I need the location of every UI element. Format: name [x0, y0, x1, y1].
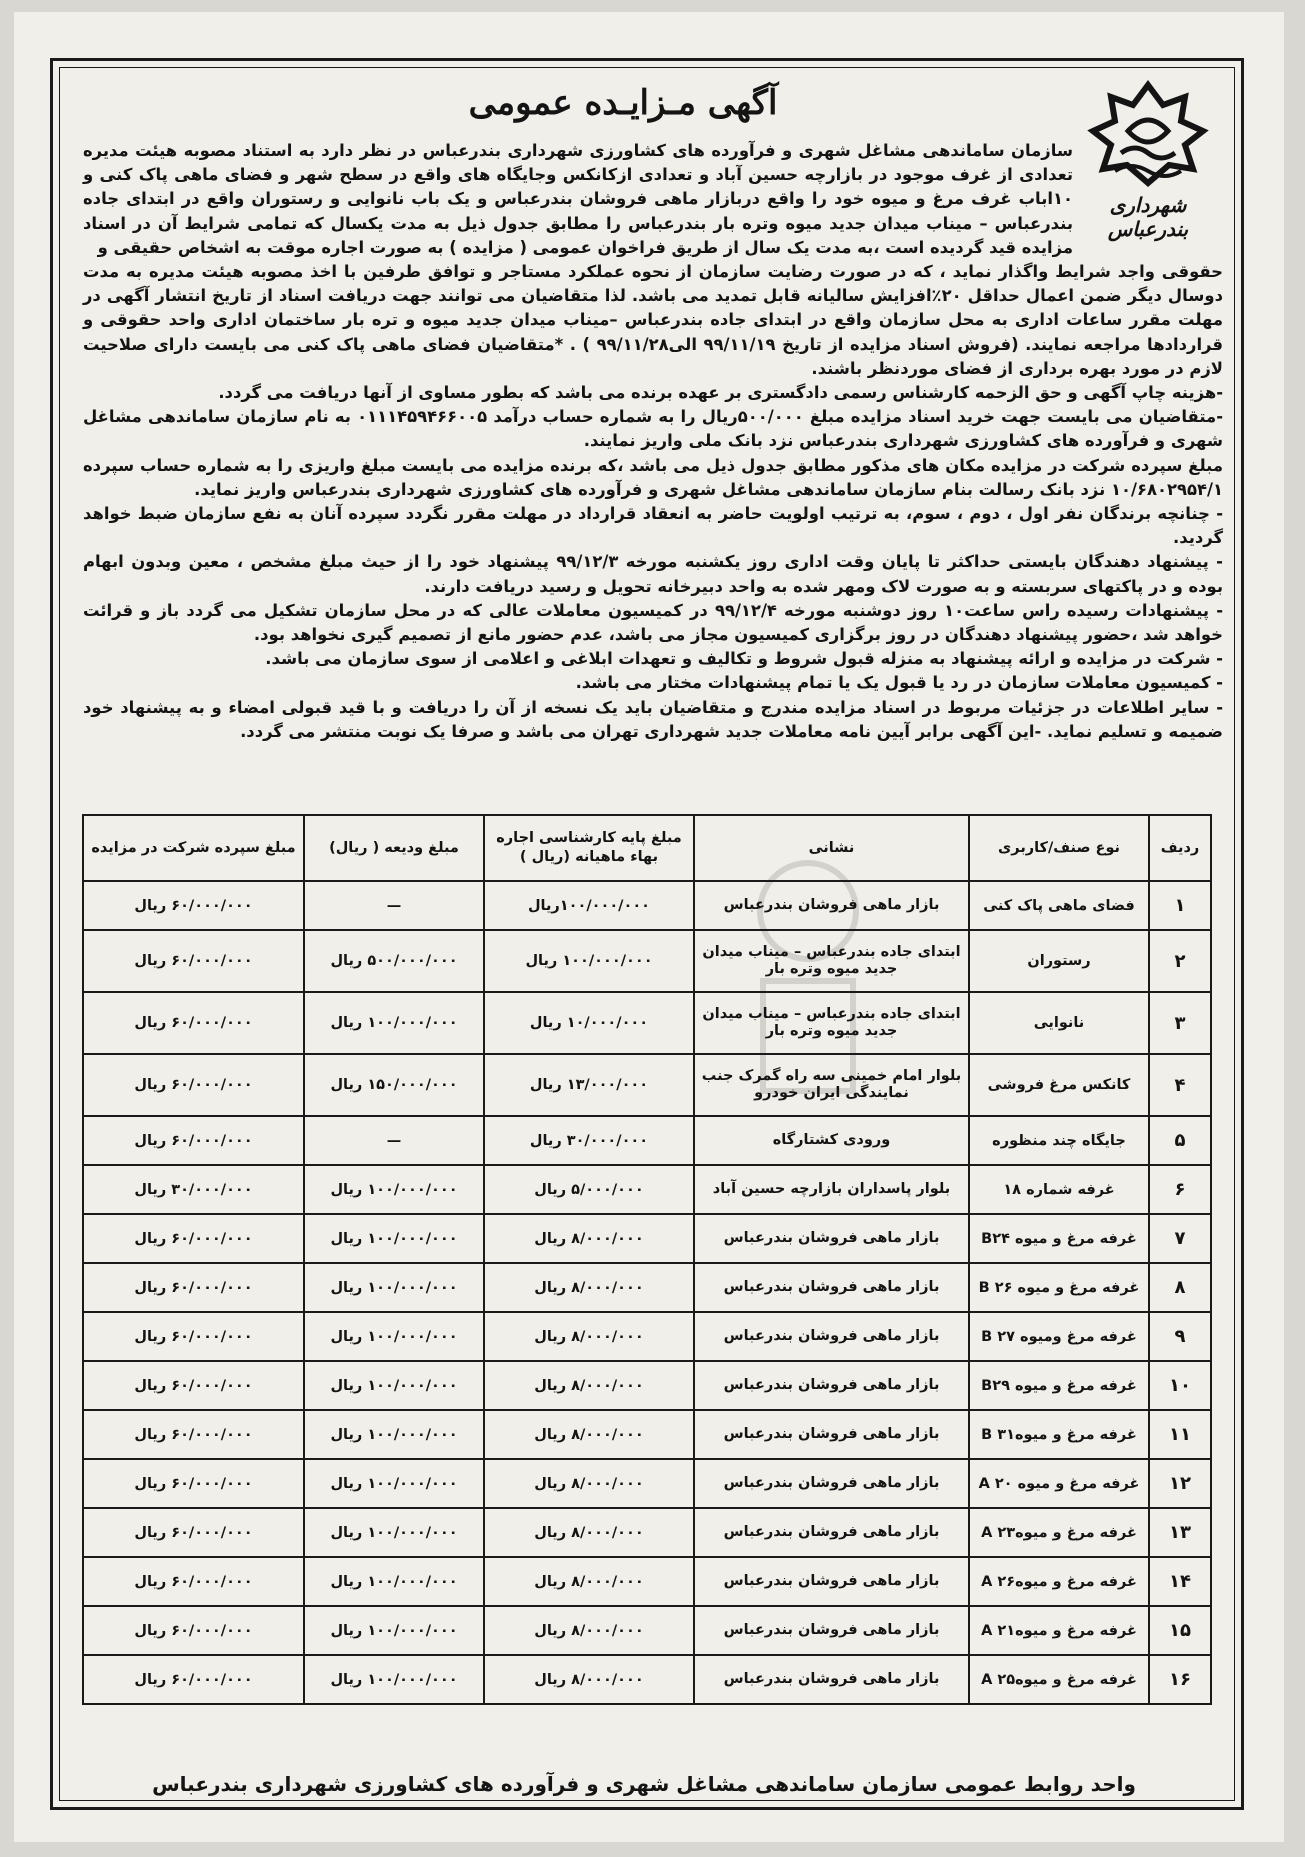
cell-type: غرفه مرغ و میوهA ۲۳: [969, 1508, 1149, 1557]
cell-type: غرفه مرغ و میوه A ۲۰: [969, 1459, 1149, 1508]
paragraph-deposit: مبلغ سپرده شرکت در مزایده مکان های مذکور مطابق جدول ذیل می باشد ،که برنده مزایده می بایست مبلغ واریزی را به شماره حساب سپرده ۱۰/۶۸۰۲۹۵۴/۱ نزد بانک رسالت بنام سازمان ساماندهی مشاغل شهری و فرآورده های کشاورزی شهرداری بندرعباس واریز نماید.: [83, 455, 1223, 499]
cell-type: غرفه مرغ و میوه B ۲۶: [969, 1263, 1149, 1312]
cell-address: بازار ماهی فروشان بندرعباس: [694, 1655, 969, 1704]
cell-type: غرفه مرغ و میوهA ۲۵: [969, 1655, 1149, 1704]
cell-row-number: ۳: [1149, 992, 1211, 1054]
paragraph-opening: - پیشنهادات رسیده راس ساعت۱۰ روز دوشنبه مورخه ۹۹/۱۲/۴ در کمیسیون معاملات عالی که در محل سازمان تشکیل می گردد باز و قرائت خواهد شد ،حضور پیشنهاد دهندگان در روز برگزاری کمیسیون مجاز می باشد، عدم حضور مانع از تصمیم گیری نخواهد بود.: [83, 600, 1224, 645]
cell-row-number: ۹: [1149, 1312, 1211, 1361]
table-row: [83, 1214, 1211, 1263]
cell-address: بلوار امام خمینی سه راه گمرک جنب نمایندگی ایران خودرو: [694, 1054, 969, 1116]
cell-bid-deposit: ۶۰/۰۰۰/۰۰۰ ریال: [83, 881, 304, 930]
cell-bid-deposit: ۶۰/۰۰۰/۰۰۰ ریال: [83, 1508, 304, 1557]
cell-address: ابتدای جاده بندرعباس – میناب میدان جدید میوه وتره بار: [694, 992, 969, 1054]
cell-bid-deposit: ۶۰/۰۰۰/۰۰۰ ریال: [83, 1054, 304, 1116]
cell-bid-deposit: ۶۰/۰۰۰/۰۰۰ ریال: [83, 930, 304, 992]
cell-type: جایگاه چند منظوره: [969, 1116, 1149, 1165]
cell-type: غرفه مرغ ومیوه B ۲۷: [969, 1312, 1149, 1361]
cell-base-price: ۸/۰۰۰/۰۰۰ ریال: [484, 1214, 694, 1263]
table-header-row: [83, 815, 1211, 881]
table-row: [83, 1263, 1211, 1312]
footer-signature: واحد روابط عمومی سازمان ساماندهی مشاغل شهری و فرآورده های کشاورزی شهرداری بندرعباس: [152, 1772, 1136, 1796]
cell-bid-deposit: ۶۰/۰۰۰/۰۰۰ ریال: [83, 1557, 304, 1606]
cell-type: نانوایی: [969, 992, 1149, 1054]
cell-bid-deposit: ۶۰/۰۰۰/۰۰۰ ریال: [83, 1312, 304, 1361]
cell-row-number: ۱۳: [1149, 1508, 1211, 1557]
table-body: [83, 881, 1211, 1704]
cell-address: بازار ماهی فروشان بندرعباس: [694, 1214, 969, 1263]
cell-address: بازار ماهی فروشان بندرعباس: [694, 1312, 969, 1361]
table-row: [83, 1459, 1211, 1508]
cell-type: غرفه مرغ و میوهA ۲۱: [969, 1606, 1149, 1655]
cell-address: بازار ماهی فروشان بندرعباس: [694, 1557, 969, 1606]
cell-base-price: ۸/۰۰۰/۰۰۰ ریال: [484, 1361, 694, 1410]
cell-address: بلوار پاسداران بازارچه حسین آباد: [694, 1165, 969, 1214]
header-base-price: مبلغ پایه کارشناسی اجاره بهاء ماهیانه (ریال ): [484, 815, 694, 881]
cell-deposit: ۱۰۰/۰۰۰/۰۰۰ ریال: [304, 992, 484, 1054]
cell-address: بازار ماهی فروشان بندرعباس: [694, 1361, 969, 1410]
cell-row-number: ۱۶: [1149, 1655, 1211, 1704]
header-deposit: مبلغ ودیعه ( ریال): [304, 815, 484, 881]
cell-row-number: ۱۱: [1149, 1410, 1211, 1459]
cell-address: بازار ماهی فروشان بندرعباس: [694, 881, 969, 930]
cell-deposit: ۱۰۰/۰۰۰/۰۰۰ ریال: [304, 1557, 484, 1606]
cell-bid-deposit: ۶۰/۰۰۰/۰۰۰ ریال: [83, 1410, 304, 1459]
cell-row-number: ۱۲: [1149, 1459, 1211, 1508]
paragraph-winners: - چنانچه برندگان نفر اول ، دوم ، سوم، به ترتیب اولویت حاضر به انعقاد قرارداد در مهلت مقرر نگردد سپرده آنان به نفع سازمان ضبط خواهد گردید.: [83, 504, 1223, 548]
header-address: نشانی: [694, 815, 969, 881]
cell-type: غرفه شماره ۱۸: [969, 1165, 1149, 1214]
cell-address: بازار ماهی فروشان بندرعباس: [694, 1606, 969, 1655]
cell-address: بازار ماهی فروشان بندرعباس: [694, 1508, 969, 1557]
cell-deposit: ۱۰۰/۰۰۰/۰۰۰ ریال: [304, 1263, 484, 1312]
table-row: [83, 1312, 1211, 1361]
table-row: [83, 930, 1211, 992]
paragraph-costs: -هزینه چاپ آگهی و حق الزحمه کارشناس رسمی دادگستری بر عهده برنده می باشد که بطور مساوی از آنها دریافت می گردد.: [218, 383, 1223, 403]
cell-base-price: ۸/۰۰۰/۰۰۰ ریال: [484, 1655, 694, 1704]
cell-base-price: ۸/۰۰۰/۰۰۰ ریال: [484, 1508, 694, 1557]
cell-type: غرفه مرغ و میوه B۲۹: [969, 1361, 1149, 1410]
paragraph-acceptance: - شرکت در مزایده و ارائه پیشنهاد به منزله قبول شروط و تکالیف و تعهدات ابلاغی و اعلامی از سوی سازمان می باشد.: [265, 649, 1223, 669]
cell-base-price: ۸/۰۰۰/۰۰۰ ریال: [484, 1410, 694, 1459]
cell-deposit: ۱۰۰/۰۰۰/۰۰۰ ریال: [304, 1214, 484, 1263]
cell-bid-deposit: ۶۰/۰۰۰/۰۰۰ ریال: [83, 1263, 304, 1312]
cell-deposit: ۱۰۰/۰۰۰/۰۰۰ ریال: [304, 1312, 484, 1361]
cell-base-price: ۵/۰۰۰/۰۰۰ ریال: [484, 1165, 694, 1214]
cell-base-price: ۳۰/۰۰۰/۰۰۰ ریال: [484, 1116, 694, 1165]
cell-row-number: ۱۰: [1149, 1361, 1211, 1410]
cell-deposit: ۵۰۰/۰۰۰/۰۰۰ ریال: [304, 930, 484, 992]
cell-base-price: ۱۰۰/۰۰۰/۰۰۰ریال: [484, 881, 694, 930]
cell-row-number: ۱: [1149, 881, 1211, 930]
cell-base-price: ۸/۰۰۰/۰۰۰ ریال: [484, 1459, 694, 1508]
table-row: [83, 1606, 1211, 1655]
cell-address: بازار ماهی فروشان بندرعباس: [694, 1410, 969, 1459]
cell-row-number: ۵: [1149, 1116, 1211, 1165]
cell-bid-deposit: ۶۰/۰۰۰/۰۰۰ ریال: [83, 992, 304, 1054]
cell-base-price: ۸/۰۰۰/۰۰۰ ریال: [484, 1263, 694, 1312]
cell-row-number: ۲: [1149, 930, 1211, 992]
cell-row-number: ۴: [1149, 1054, 1211, 1116]
cell-bid-deposit: ۶۰/۰۰۰/۰۰۰ ریال: [83, 1214, 304, 1263]
cell-deposit: —: [304, 881, 484, 930]
header-row-number: ردیف: [1149, 815, 1211, 881]
table-row: [83, 1410, 1211, 1459]
table-row: [83, 1116, 1211, 1165]
auction-items-table-wrapper: [82, 814, 1212, 1705]
table-row: [83, 1361, 1211, 1410]
newspaper-page: [14, 12, 1284, 1842]
cell-deposit: ۱۰۰/۰۰۰/۰۰۰ ریال: [304, 1508, 484, 1557]
header-type: نوع صنف/کاربری: [969, 815, 1149, 881]
table-row: [83, 1508, 1211, 1557]
cell-bid-deposit: ۶۰/۰۰۰/۰۰۰ ریال: [83, 1606, 304, 1655]
cell-base-price: ۱۰/۰۰۰/۰۰۰ ریال: [484, 992, 694, 1054]
cell-base-price: ۸/۰۰۰/۰۰۰ ریال: [484, 1312, 694, 1361]
cell-address: بازار ماهی فروشان بندرعباس: [694, 1459, 969, 1508]
paragraph-document-fee: -متقاضیان می بایست جهت خرید اسناد مزایده مبلغ ۵۰۰/۰۰۰ریال را به شماره حساب درآمد ۰۱۱۱۴۵۹۴۶۶۰۰۵ به نام سازمان ساماندهی مشاغل شهری و فرآورده های کشاورزی شهرداری بندرعباس نزد بانک ملی واریز نمایند.: [83, 407, 1223, 451]
cell-deposit: ۱۰۰/۰۰۰/۰۰۰ ریال: [304, 1459, 484, 1508]
cell-bid-deposit: ۶۰/۰۰۰/۰۰۰ ریال: [83, 1459, 304, 1508]
cell-bid-deposit: ۶۰/۰۰۰/۰۰۰ ریال: [83, 1116, 304, 1165]
auction-items-table: [82, 814, 1212, 1705]
table-row: [83, 881, 1211, 930]
cell-type: غرفه مرغ و میوهB ۳۱: [969, 1410, 1149, 1459]
paragraph-commission: - کمیسیون معاملات سازمان در رد یا قبول یک یا تمام پیشنهادات مختار می باشد.: [575, 673, 1223, 693]
cell-bid-deposit: ۳۰/۰۰۰/۰۰۰ ریال: [83, 1165, 304, 1214]
cell-deposit: ۱۰۰/۰۰۰/۰۰۰ ریال: [304, 1410, 484, 1459]
cell-row-number: ۷: [1149, 1214, 1211, 1263]
cell-base-price: ۸/۰۰۰/۰۰۰ ریال: [484, 1557, 694, 1606]
cell-address: ابتدای جاده بندرعباس – میناب میدان جدید میوه وتره بار: [694, 930, 969, 992]
cell-type: رستوران: [969, 930, 1149, 992]
cell-deposit: ۱۰۰/۰۰۰/۰۰۰ ریال: [304, 1606, 484, 1655]
cell-deposit: ۱۵۰/۰۰۰/۰۰۰ ریال: [304, 1054, 484, 1116]
table-row: [83, 1165, 1211, 1214]
cell-address: ورودی کشتارگاه: [694, 1116, 969, 1165]
cell-deposit: ۱۰۰/۰۰۰/۰۰۰ ریال: [304, 1361, 484, 1410]
cell-row-number: ۱۵: [1149, 1606, 1211, 1655]
cell-row-number: ۸: [1149, 1263, 1211, 1312]
paragraph-submission: - پیشنهاد دهندگان بایستی حداکثر تا پایان وقت اداری روز یکشنبه مورخه ۹۹/۱۲/۳ پیشنهاد خود را از حیث مبلغ مشخص ، معین وبدون ابهام بوده و در پاکتهای سربسته و به صورت لاک ومهر شده به واحد دبیرخانه تحویل و رسید دریافت دارند.: [83, 552, 1223, 596]
cell-bid-deposit: ۶۰/۰۰۰/۰۰۰ ریال: [83, 1655, 304, 1704]
paragraph-conditions: حقوقی واجد شرایط واگذار نماید ، که در صورت رضایت سازمان از نحوه عملکرد مستاجر و توافق طرفین با اخذ مصوبه هیئت مدیره به مدت دوسال دیگر ضمن اعمال حداقل ۲۰٪افزایش سالیانه قابل تمدید می باشد. لذا متقاضیان می توانند جهت دریافت اسناد از تاریخ انتشار آگهی در مهلت مقرر ساعات اداری به محل سازمان واقع در ابتدای جاده بندرعباس –میناب میدان جدید میوه و تره بار ساختمان اداری واحد حقوقی و قراردادها مراجعه نمایند. (فروش اسناد مزایده از تاریخ ۹۹/۱۱/۱۹ الی۹۹/۱۱/۲۸ ) . *متقاضیان فضای ماهی پاک کنی می بایست دارای صلاحیت لازم در مورد بهره برداری از فضای مورد‌نظر باشند.: [83, 262, 1223, 378]
cell-deposit: —: [304, 1116, 484, 1165]
cell-base-price: ۱۰۰/۰۰۰/۰۰۰ ریال: [484, 930, 694, 992]
cell-type: غرفه مرغ و میوهA ۲۶: [969, 1557, 1149, 1606]
cell-type: غرفه مرغ و میوه B۲۴: [969, 1214, 1149, 1263]
cell-row-number: ۱۴: [1149, 1557, 1211, 1606]
table-row: [83, 1557, 1211, 1606]
table-row: [83, 1054, 1211, 1116]
table-row: [83, 1655, 1211, 1704]
cell-base-price: ۱۳/۰۰۰/۰۰۰ ریال: [484, 1054, 694, 1116]
announcement-body: [83, 139, 1223, 744]
table-row: [83, 992, 1211, 1054]
cell-type: کانکس مرغ فروشی: [969, 1054, 1149, 1116]
cell-type: فضای ماهی پاک کنی: [969, 881, 1149, 930]
page-title: آگهی مـزایـده عمومی: [468, 83, 778, 123]
cell-bid-deposit: ۶۰/۰۰۰/۰۰۰ ریال: [83, 1361, 304, 1410]
intro-paragraph: سازمان ساماندهی مشاغل شهری و فرآورده های کشاورزی شهرداری بندرعباس در نظر دارد به استناد مصوبه هیئت مدیره تعدادی از غرف موجود در بازارچه حسین آباد و تعدادی ازکانکس وجایگاه های واقع در سطح شهر و فضای ماهی پاک کنی و ۱۰اباب غرف مرغ و میوه خود را واقع دربازار ماهی فروشان بندرعباس و یک باب نانوایی و رستوران واقع در ابتدای جاده بندرعباس – میناب میدان جدید میوه وتره بار بندرعباس را مطابق جدول ذیل به مدت یکسال که تمامی شرایط آن در اسناد مزایده قید گردیده است ،به مدت یک سال از طریق فراخوان عمومی ( مزایده ) به صورت اجاره موقت به اشخاص حقیقی و: [83, 141, 1073, 257]
cell-base-price: ۸/۰۰۰/۰۰۰ ریال: [484, 1606, 694, 1655]
cell-address: بازار ماهی فروشان بندرعباس: [694, 1263, 969, 1312]
paragraph-other-info: - سایر اطلاعات در جزئیات مربوط در اسناد مزایده مندرج و متقاضیان باید یک نسخه از آن را دریافت و با قید قبولی امضاء و به پیشنهاد خود ضمیمه و تسلیم نماید. -این آگهی برابر آیین نامه معاملات جدید شهرداری تهران می باشد و صرفا یک نوبت منتشر می گردد.: [83, 697, 1223, 741]
cell-deposit: ۱۰۰/۰۰۰/۰۰۰ ریال: [304, 1165, 484, 1214]
cell-deposit: ۱۰۰/۰۰۰/۰۰۰ ریال: [304, 1655, 484, 1704]
cell-row-number: ۶: [1149, 1165, 1211, 1214]
header-bid-deposit: مبلغ سپرده شرکت در مزایده: [83, 815, 304, 881]
logo-caption: شهرداری بندرعباس: [1107, 193, 1189, 241]
